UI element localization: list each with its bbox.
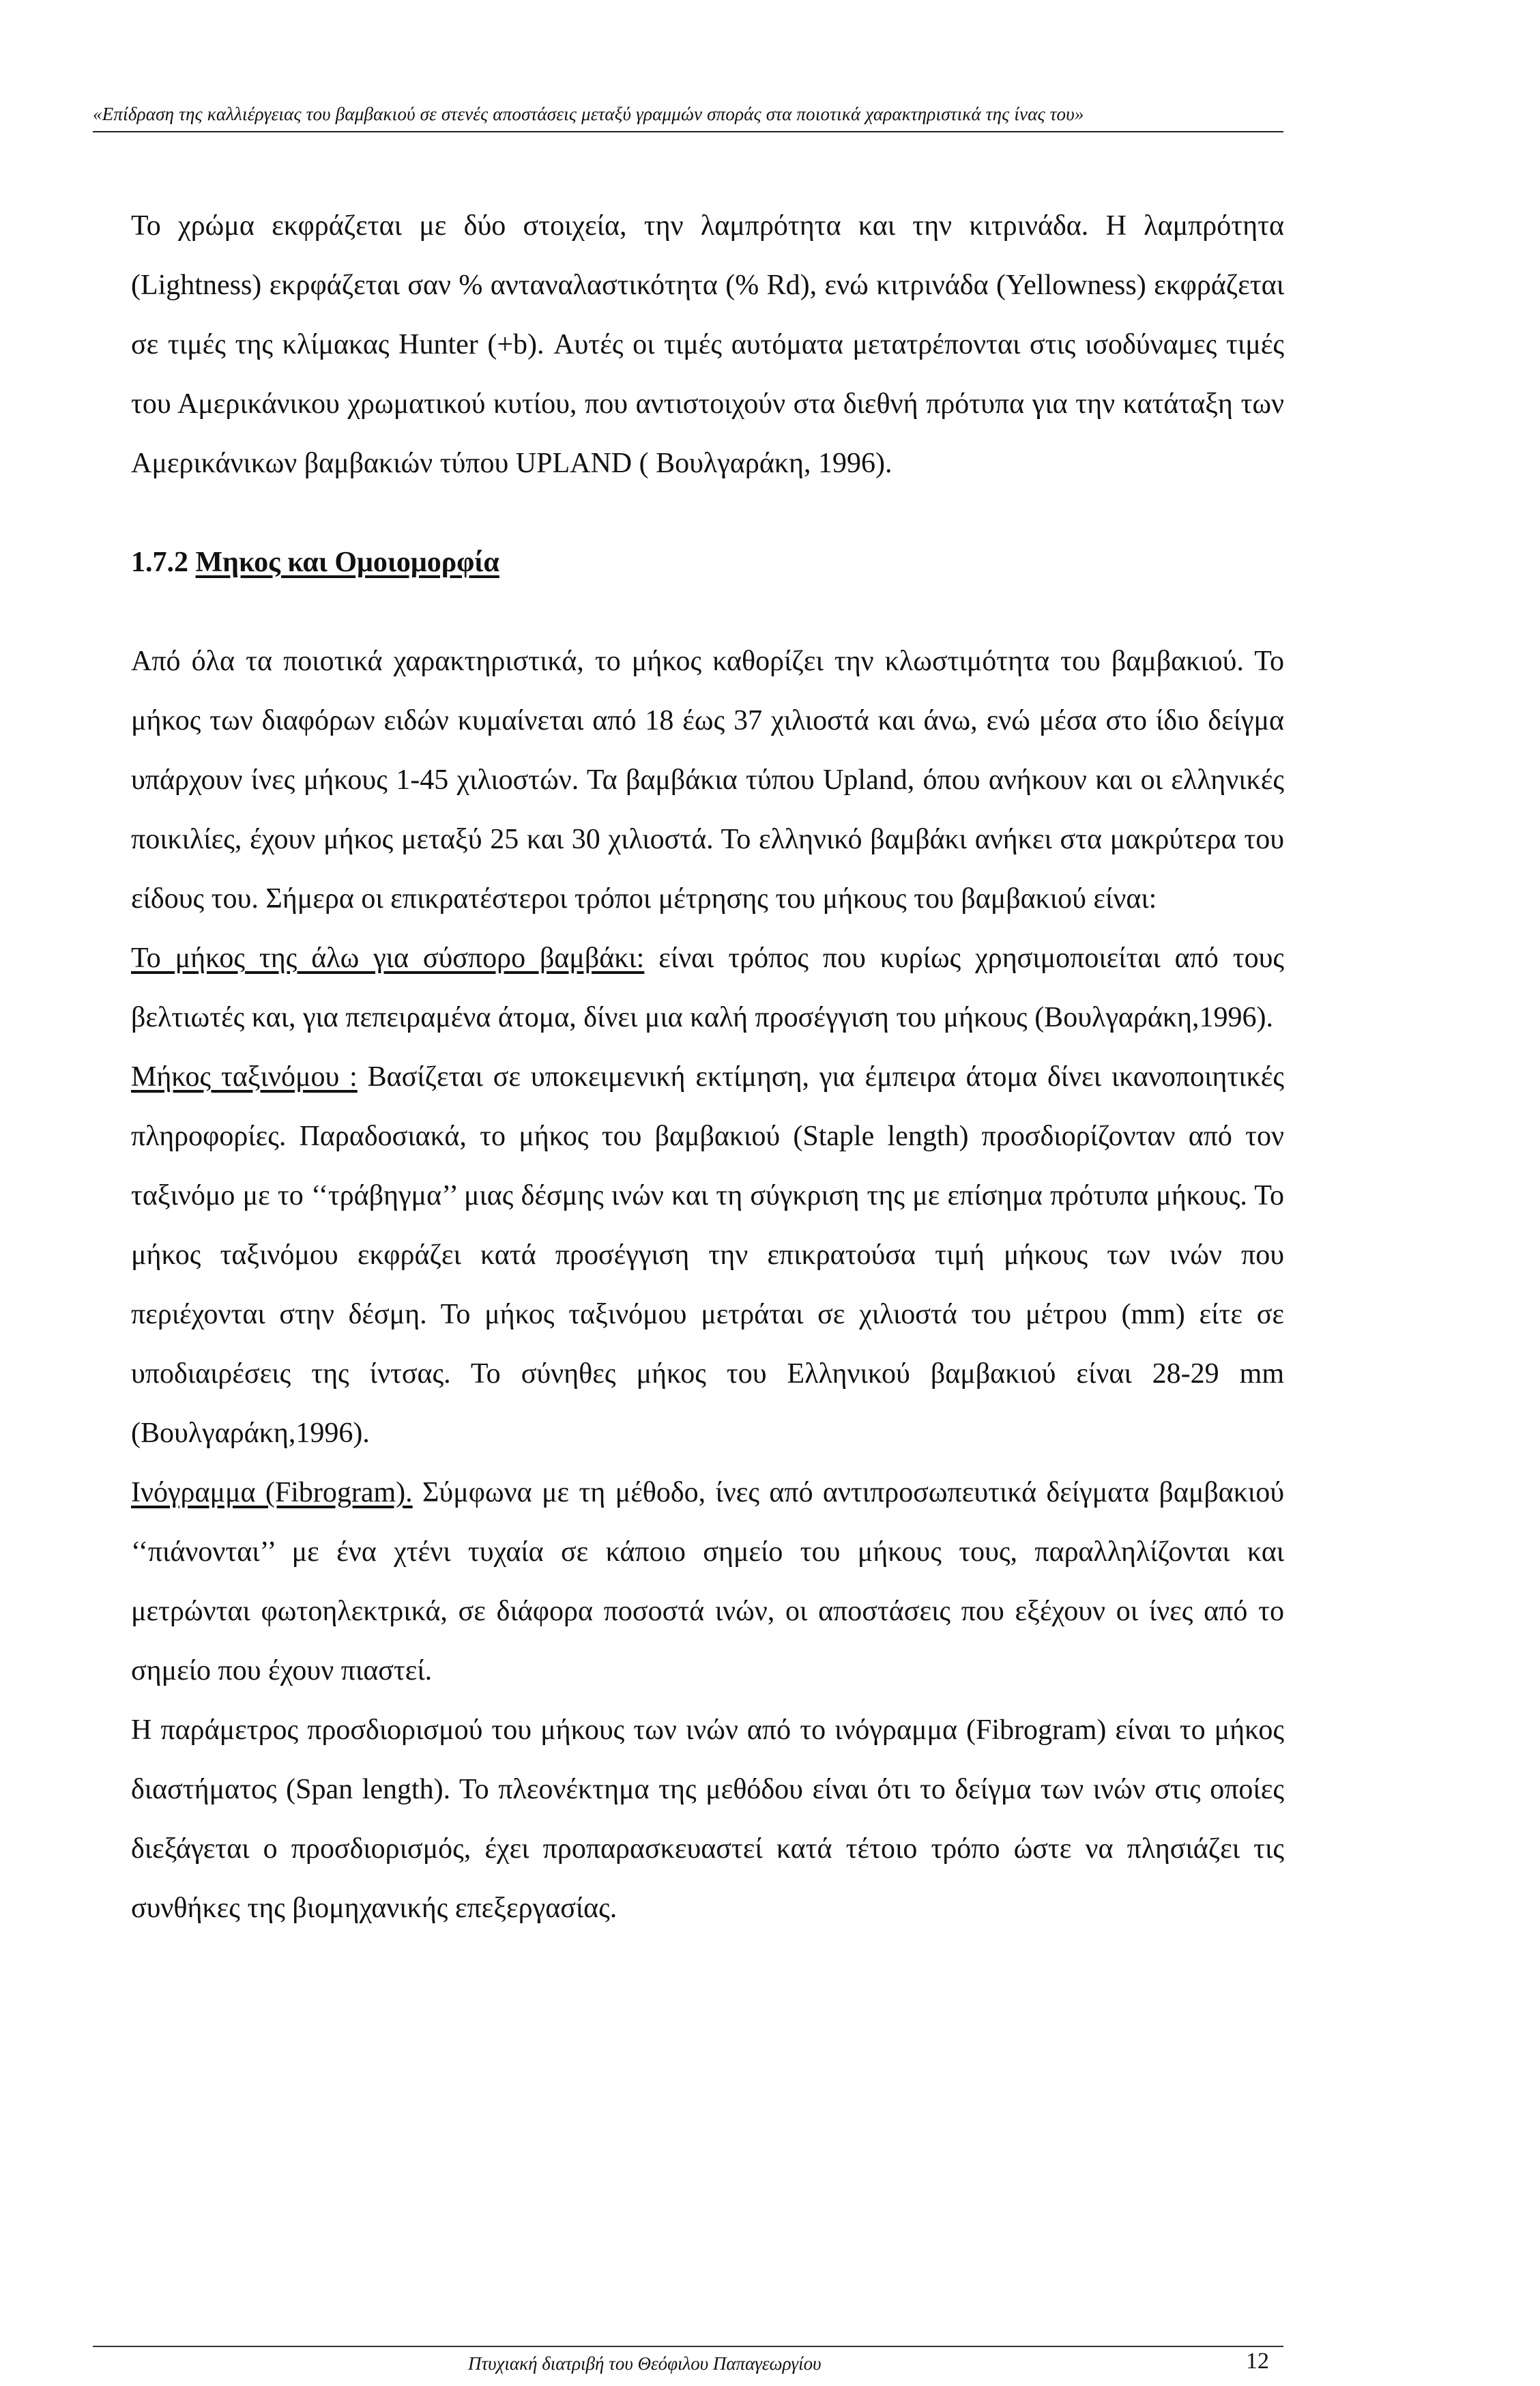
page-number: 12 — [1246, 2348, 1269, 2374]
footer-rule — [93, 2346, 1283, 2347]
section-title: Μηκος και Ομοιομορφία — [195, 547, 499, 578]
halo-length-label: Το μήκος της άλω για σύσπορο βαμβάκι: — [131, 943, 645, 974]
paragraph-halo-length — [131, 929, 1284, 1048]
body-text — [131, 197, 1284, 1938]
section-number: 1.7.2 — [131, 547, 188, 578]
classer-length-label: Μήκος ταξινόμου : — [131, 1061, 358, 1093]
running-header: «Επίδραση της καλλιέργειας του βαμβακιού σε στενές αποστάσεις μεταξύ γραμμών σποράς στα ποιοτικά χαρακτηριστικά της ίνας του» — [93, 104, 1084, 124]
halo-length-text: είναι τρόπος που κυρίως χρησιμοποιείται από τους βελτιωτές και, για πεπειραμένα άτομα, δίνει μια καλή προσέγγιση του μήκους (Βουλγαράκη,1996). — [131, 943, 1285, 1033]
fibrogram-label: Ινόγραμμα (Fibrogram). — [131, 1477, 413, 1508]
paragraph-span-length: Η παράμετρος προσδιορισμού του μήκους των ινών από το ινόγραμμα (Fibrogram) είναι το μήκος διαστήματος (Span length). Το πλεονέκτημα της μεθόδου είναι ότι το δείγμα των ινών στις οποίες διεξάγεται ο προσδιορισμός, έχει προπαρασκευαστεί κατά τέτοιο τρόπο ώστε να πλησιάζει τις συνθήκες της βιομηχανικής επεξεργασίας. — [131, 1714, 1284, 1924]
section-heading — [131, 533, 1284, 592]
paragraph-fibrogram — [131, 1463, 1284, 1701]
paragraph-color: Το χρώμα εκφράζεται με δύο στοιχεία, την λαμπρότητα και την κιτρινάδα. Η λαμπρότητα (Lightness) εκρφάζεται σαν % ανταναλαστικότητα (% Rd), ενώ κιτρινάδα (Yellowness) εκφράζεται σε τιμές της κλίμακας Hunter (+b). Αυτές οι τιμές αυτόματα μετατρέπονται στις ισοδύναμες τιμές του Αμερικάνικου χρωματικού κυτίου, που αντιστοιχούν στα διεθνή πρότυπα για την κατάταξη των Αμερικάνικων βαμβακιών τύπου UPLAND ( Βουλγαράκη, 1996). — [131, 210, 1284, 479]
header-rule — [93, 131, 1283, 132]
fibrogram-text: Σύμφωνα με τη μέθοδο, ίνες από αντιπροσωπευτικά δείγματα βαμβακιού ‘‘πιάνονται’’ με ένα χτένι τυχαία σε κάποιο σημείο του μήκους τους, παραλληλίζονται και μετρώνται φωτοηλεκτρικά, σε διάφορα ποσοστά ινών, οι αποστάσεις που εξέχουν οι ίνες από το σημείο που έχουν πιαστεί. — [131, 1477, 1284, 1686]
paragraph-classer-length — [131, 1048, 1284, 1463]
classer-length-text: Βασίζεται σε υποκειμενική εκτίμηση, για έμπειρα άτομα δίνει ικανοποιητικές πληροφορίες. Παραδοσιακά, το μήκος του βαμβακιού (Staple length) προσδιορίζονταν από τον ταξινόμο με το ‘‘τράβηγμα’’ μιας δέσμης ινών και τη σύγκριση της με επίσημα πρότυπα μήκους. Το μήκος ταξινόμου εκφράζει κατά προσέγγιση την επικρατούσα τιμή μήκους των ινών που περιέχονται στην δέσμη. Το μήκος ταξινόμου μετράται σε χιλιοστά του μέτρου (mm) είτε σε υποδιαιρέσεις της ίντσας. Το σύνηθες μήκος του Ελληνικού βαμβακιού είναι 28-29 mm (Βουλγαράκη,1996). — [131, 1061, 1284, 1449]
footer-text: Πτυχιακή διατριβή του Θεόφιλου Παπαγεωργίου — [468, 2353, 822, 2374]
paragraph-length-intro: Από όλα τα ποιοτικά χαρακτηριστικά, το μήκος καθορίζει την κλωστιμότητα του βαμβακιού. Το μήκος των διαφόρων ειδών κυμαίνεται από 18 έως 37 χιλιοστά και άνω, ενώ μέσα στο ίδιο δείγμα υπάρχουν ίνες μήκους 1-45 χιλιοστών. Τα βαμβάκια τύπου Upland, όπου ανήκουν και οι ελληνικές ποικιλίες, έχουν μήκος μεταξύ 25 και 30 χιλιοστά. Το ελληνικό βαμβάκι ανήκει στα μακρύτερα του είδους του. Σήμερα οι επικρατέστεροι τρόποι μέτρησης του μήκους του βαμβακιού είναι: — [131, 646, 1284, 915]
